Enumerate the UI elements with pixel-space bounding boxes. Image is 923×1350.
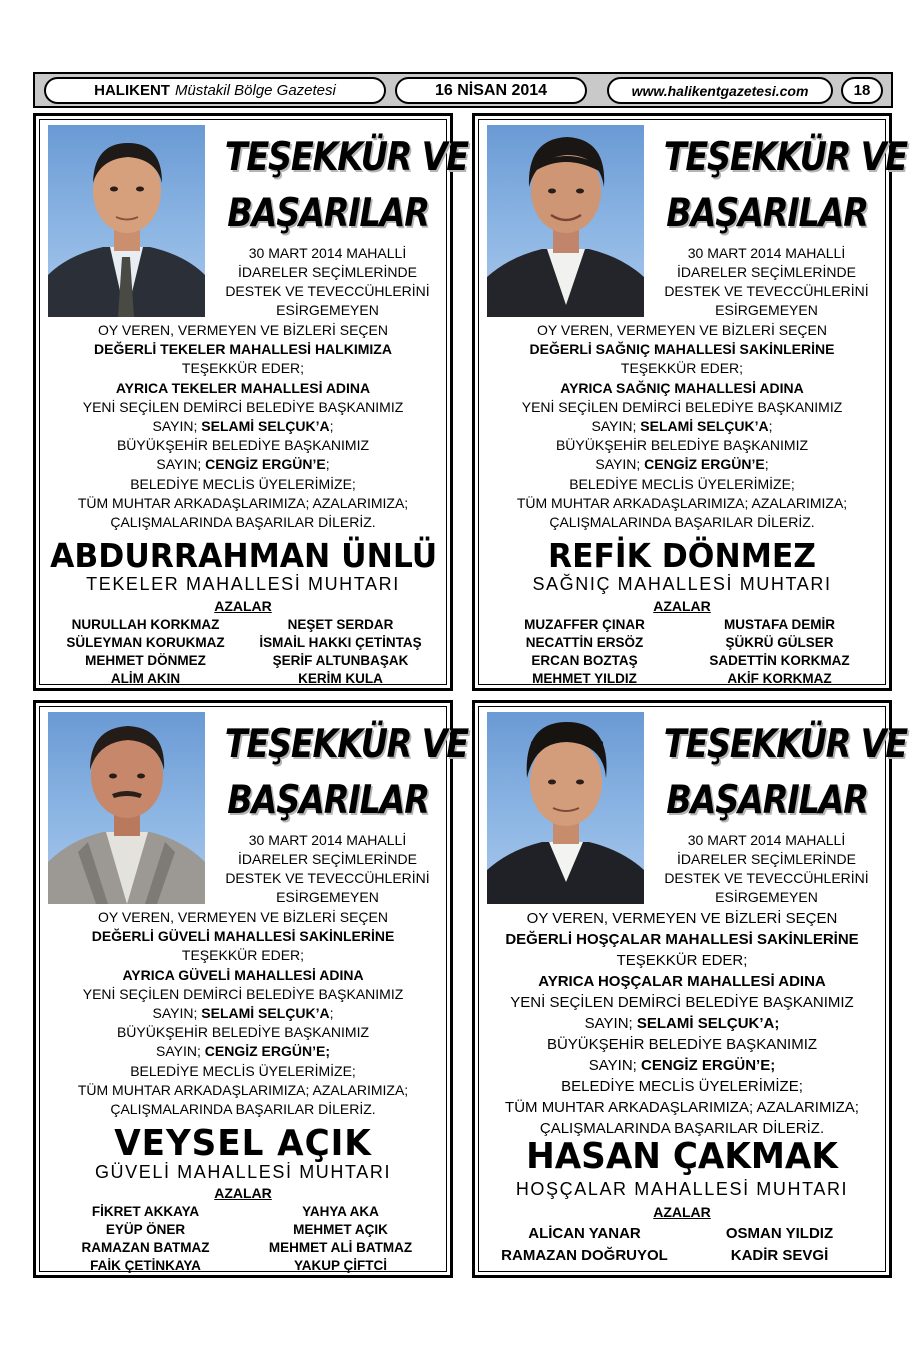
body-line: BÜYÜKŞEHİR BELEDİYE BAŞKANIMIZ bbox=[116, 1024, 370, 1041]
member-name: ERCAN BOZTAŞ bbox=[531, 653, 638, 668]
mayor-line bbox=[481, 417, 883, 436]
body-line: TEŞEKKÜR EDER; bbox=[616, 952, 748, 969]
member-name: NURULLAH KORKMAZ bbox=[71, 617, 220, 632]
body-line: TÜM MUHTAR ARKADAŞLARIMIZA; AZALARIMIZA; bbox=[505, 1099, 859, 1116]
body-line: BELEDİYE MECLİS ÜYELERİMİZE; bbox=[130, 1062, 356, 1079]
body-line: TÜM MUHTAR ARKADAŞLARIMIZA; AZALARIMIZA; bbox=[77, 494, 409, 511]
prefix: SAYIN; bbox=[152, 1005, 198, 1022]
body-line: BELEDİYE MECLİS ÜYELERİMİZE; bbox=[130, 475, 356, 492]
prefix: SAYIN; bbox=[584, 1015, 633, 1032]
portrait-photo bbox=[487, 125, 644, 317]
member-name: ŞÜKRÜ GÜLSER bbox=[725, 635, 834, 650]
prefix: SAYIN; bbox=[156, 456, 202, 473]
body-line-bold: DEĞERLİ SAĞNIÇ MAHALLESİ SAKİNLERİNE bbox=[529, 341, 835, 358]
intro-line: İDARELER SEÇİMLERİNDE bbox=[677, 851, 856, 867]
suffix: ; bbox=[768, 418, 773, 435]
body-line: OY VEREN, VERMEYEN VE BİZLERİ SEÇEN bbox=[98, 322, 388, 338]
body-line: BÜYÜKŞEHİR BELEDİYE BAŞKANIMIZ bbox=[116, 437, 370, 454]
suffix: ; bbox=[764, 456, 769, 473]
member-name: YAHYA AKA bbox=[302, 1204, 379, 1219]
member-name: YAKUP ÇİFTCİ bbox=[293, 1258, 388, 1273]
paper-subtitle: Müstakil Bölge Gazetesi bbox=[174, 82, 336, 99]
suffix: ; bbox=[329, 418, 334, 435]
member-name: AKİF KORKMAZ bbox=[727, 671, 832, 686]
member-name: RAMAZAN DOĞRUYOL bbox=[501, 1247, 668, 1264]
body-line-bold: DEĞERLİ TEKELER MAHALLESİ HALKIMIZA bbox=[94, 341, 392, 358]
headline-line-1: TEŞEKKÜR VE bbox=[663, 722, 907, 767]
body-line-bold: DEĞERLİ GÜVELİ MAHALLESİ SAKİNLERİNE bbox=[91, 928, 395, 945]
issue-date: 16 NİSAN 2014 bbox=[395, 77, 587, 104]
body-line: BELEDİYE MECLİS ÜYELERİMİZE; bbox=[561, 1078, 803, 1095]
headline-line-2: BAŞARILAR bbox=[227, 778, 429, 823]
thank-you-ad bbox=[33, 113, 468, 691]
intro-text bbox=[644, 244, 889, 320]
headline-line-1: TEŞEKKÜR VE bbox=[224, 135, 468, 180]
member-name: KERİM KULA bbox=[298, 671, 383, 686]
mayor-name: SELAMİ SELÇUK’A bbox=[201, 1005, 330, 1022]
intro-line: 30 MART 2014 MAHALLİ bbox=[248, 832, 407, 848]
metro-mayor-line bbox=[481, 455, 883, 474]
headline-line-2: BAŞARILAR bbox=[666, 191, 868, 236]
prefix: SAYIN; bbox=[595, 456, 641, 473]
members-list bbox=[48, 1203, 438, 1275]
suffix: ; bbox=[329, 1005, 334, 1022]
ad-inner-frame bbox=[39, 119, 468, 686]
body-line: TEŞEKKÜR EDER; bbox=[181, 947, 305, 964]
intro-line: İDARELER SEÇİMLERİNDE bbox=[677, 264, 856, 280]
metro-mayor-line bbox=[42, 455, 444, 474]
headline-line-1: TEŞEKKÜR VE bbox=[224, 722, 468, 767]
prefix: SAYIN; bbox=[156, 1043, 201, 1060]
intro-line: ESİRGEMEYEN bbox=[276, 889, 379, 905]
portrait-photo bbox=[48, 125, 205, 317]
headline-line-2: BAŞARILAR bbox=[227, 191, 429, 236]
muhtar-name: REFİK DÖNMEZ bbox=[547, 536, 817, 575]
muhtar-name: VEYSEL AÇIK bbox=[114, 1123, 372, 1164]
ad-inner-frame bbox=[478, 706, 907, 1272]
ad-inner-frame bbox=[39, 706, 468, 1273]
intro-text bbox=[644, 831, 889, 907]
member-name: EYÜP ÖNER bbox=[105, 1222, 186, 1237]
body-line-bold: DEĞERLİ HOŞÇALAR MAHALLESİ SAKİNLERİNE bbox=[505, 931, 859, 948]
body-line-bold: AYRICA HOŞÇALAR MAHALLESİ ADINA bbox=[538, 973, 826, 990]
member-name: NEŞET SERDAR bbox=[287, 617, 394, 632]
member-name: MUZAFFER ÇINAR bbox=[524, 617, 645, 632]
member-name: MUSTAFA DEMİR bbox=[724, 617, 835, 632]
intro-line: İDARELER SEÇİMLERİNDE bbox=[238, 264, 417, 280]
thank-you-ad bbox=[33, 700, 468, 1278]
body-line: ÇALIŞMALARINDA BAŞARILAR DİLERİZ. bbox=[110, 514, 376, 531]
ad-inner-frame bbox=[478, 119, 907, 686]
member-name: ALİM AKIN bbox=[110, 671, 181, 686]
member-name: NECATTİN ERSÖZ bbox=[525, 635, 644, 650]
member-name: ŞERİF ALTUNBAŞAK bbox=[272, 653, 409, 668]
member-name: FİKRET AKKAYA bbox=[91, 1204, 200, 1219]
thank-you-ad bbox=[472, 700, 907, 1278]
member-name: RAMAZAN BATMAZ bbox=[81, 1240, 210, 1255]
body-line: ÇALIŞMALARINDA BAŞARILAR DİLERİZ. bbox=[539, 1120, 825, 1137]
mayor-name: SELAMİ SELÇUK’A bbox=[201, 418, 330, 435]
prefix: SAYIN; bbox=[588, 1057, 637, 1074]
body-line: BÜYÜKŞEHİR BELEDİYE BAŞKANIMIZ bbox=[546, 1036, 818, 1053]
intro-line: 30 MART 2014 MAHALLİ bbox=[687, 832, 846, 848]
intro-line: İDARELER SEÇİMLERİNDE bbox=[238, 851, 417, 867]
body-line: OY VEREN, VERMEYEN VE BİZLERİ SEÇEN bbox=[98, 909, 388, 925]
body-line: YENİ SEÇİLEN DEMİRCİ BELEDİYE BAŞKANIMIZ bbox=[82, 398, 404, 415]
headline-line-1: TEŞEKKÜR VE bbox=[663, 135, 907, 180]
member-name: KADİR SEVGİ bbox=[730, 1247, 829, 1264]
paper-name: HALIKENT bbox=[94, 82, 170, 99]
body-line-bold: AYRICA SAĞNIÇ MAHALLESİ ADINA bbox=[560, 379, 804, 396]
suffix: ; bbox=[325, 456, 330, 473]
page-number: 18 bbox=[841, 77, 883, 104]
body-line: YENİ SEÇİLEN DEMİRCİ BELEDİYE BAŞKANIMIZ bbox=[82, 985, 404, 1002]
member-name: FAİK ÇETİNKAYA bbox=[90, 1258, 201, 1273]
intro-text bbox=[205, 831, 450, 907]
body-line: YENİ SEÇİLEN DEMİRCİ BELEDİYE BAŞKANIMIZ bbox=[521, 398, 843, 415]
mayor-name: SELAMİ SELÇUK’A bbox=[640, 418, 769, 435]
member-name: OSMAN YILDIZ bbox=[725, 1225, 834, 1242]
body-line: BÜYÜKŞEHİR BELEDİYE BAŞKANIMIZ bbox=[555, 437, 809, 454]
muhtar-name: ABDURRAHMAN ÜNLÜ bbox=[50, 536, 438, 575]
intro-line: 30 MART 2014 MAHALLİ bbox=[248, 245, 407, 261]
intro-line: ESİRGEMEYEN bbox=[715, 889, 818, 905]
member-name: SÜLEYMAN KORUKMAZ bbox=[66, 635, 225, 650]
thank-you-ad bbox=[472, 113, 907, 691]
website-link[interactable]: www.halikentgazetesi.com bbox=[607, 77, 833, 104]
intro-line: DESTEK VE TEVECCÜHLERİNİ bbox=[225, 870, 430, 886]
metro-mayor-name: CENGİZ ERGÜN’E bbox=[644, 456, 765, 473]
body-line-bold: AYRICA TEKELER MAHALLESİ ADINA bbox=[115, 379, 371, 396]
members-title: AZALAR bbox=[214, 598, 272, 614]
members-title: AZALAR bbox=[653, 598, 711, 614]
members-list bbox=[487, 1223, 877, 1267]
intro-line: ESİRGEMEYEN bbox=[715, 302, 818, 318]
prefix: SAYIN; bbox=[591, 418, 637, 435]
newspaper-header bbox=[33, 72, 893, 108]
body-line: ÇALIŞMALARINDA BAŞARILAR DİLERİZ. bbox=[110, 1101, 376, 1118]
member-name: MEHMET YILDIZ bbox=[532, 671, 637, 686]
members-list bbox=[487, 616, 877, 688]
body-line: TÜM MUHTAR ARKADAŞLARIMIZA; AZALARIMIZA; bbox=[516, 494, 848, 511]
mayor-line bbox=[42, 417, 444, 436]
headline-line-2: BAŞARILAR bbox=[666, 778, 868, 823]
muhtar-role: TEKELER MAHALLESİ MUHTARI bbox=[86, 574, 400, 594]
muhtar-name: HASAN ÇAKMAK bbox=[526, 1136, 838, 1177]
metro-mayor-name: CENGİZ ERGÜN’E bbox=[205, 456, 326, 473]
member-name: MEHMET DÖNMEZ bbox=[85, 653, 206, 668]
member-name: ALİCAN YANAR bbox=[528, 1225, 641, 1242]
mayor-line bbox=[481, 1013, 883, 1034]
metro-mayor-name: CENGİZ ERGÜN’E; bbox=[641, 1057, 776, 1074]
members-title: AZALAR bbox=[653, 1204, 711, 1220]
message-body bbox=[42, 908, 444, 1119]
muhtar-role: SAĞNIÇ MAHALLESİ MUHTARI bbox=[532, 574, 832, 594]
member-name: MEHMET AÇIK bbox=[293, 1222, 388, 1237]
intro-line: DESTEK VE TEVECCÜHLERİNİ bbox=[664, 283, 869, 299]
body-line: TÜM MUHTAR ARKADAŞLARIMIZA; AZALARIMIZA; bbox=[77, 1081, 409, 1098]
body-line: BELEDİYE MECLİS ÜYELERİMİZE; bbox=[569, 475, 795, 492]
muhtar-role: GÜVELİ MAHALLESİ MUHTARI bbox=[94, 1162, 392, 1182]
intro-line: 30 MART 2014 MAHALLİ bbox=[687, 245, 846, 261]
member-name: MEHMET ALİ BATMAZ bbox=[268, 1240, 413, 1255]
members-list bbox=[48, 616, 438, 688]
body-line: YENİ SEÇİLEN DEMİRCİ BELEDİYE BAŞKANIMIZ bbox=[510, 994, 854, 1011]
body-line: OY VEREN, VERMEYEN VE BİZLERİ SEÇEN bbox=[526, 910, 838, 927]
metro-mayor-line bbox=[481, 1055, 883, 1076]
mayor-name: SELAMİ SELÇUK’A; bbox=[636, 1015, 780, 1032]
prefix: SAYIN; bbox=[152, 418, 198, 435]
intro-line: DESTEK VE TEVECCÜHLERİNİ bbox=[225, 283, 430, 299]
message-body bbox=[481, 908, 883, 1139]
body-line: ÇALIŞMALARINDA BAŞARILAR DİLERİZ. bbox=[549, 514, 815, 531]
message-body bbox=[42, 321, 444, 532]
body-line-bold: AYRICA GÜVELİ MAHALLESİ ADINA bbox=[122, 966, 364, 983]
intro-line: ESİRGEMEYEN bbox=[276, 302, 379, 318]
member-name: İSMAİL HAKKI ÇETİNTAŞ bbox=[259, 635, 422, 650]
members-title: AZALAR bbox=[214, 1185, 272, 1201]
body-line: TEŞEKKÜR EDER; bbox=[181, 360, 305, 377]
metro-mayor-line bbox=[42, 1042, 444, 1061]
portrait-photo bbox=[48, 712, 205, 904]
metro-mayor-name: CENGİZ ERGÜN’E; bbox=[204, 1043, 330, 1060]
body-line: TEŞEKKÜR EDER; bbox=[620, 360, 744, 377]
intro-text bbox=[205, 244, 450, 320]
body-line: OY VEREN, VERMEYEN VE BİZLERİ SEÇEN bbox=[537, 322, 827, 338]
portrait-photo bbox=[487, 712, 644, 904]
member-name: SADETTİN KORKMAZ bbox=[709, 653, 850, 668]
message-body bbox=[481, 321, 883, 532]
paper-name-pill bbox=[44, 77, 386, 104]
intro-line: DESTEK VE TEVECCÜHLERİNİ bbox=[664, 870, 869, 886]
muhtar-role: HOŞÇALAR MAHALLESİ MUHTARI bbox=[515, 1179, 849, 1199]
mayor-line bbox=[42, 1004, 444, 1023]
